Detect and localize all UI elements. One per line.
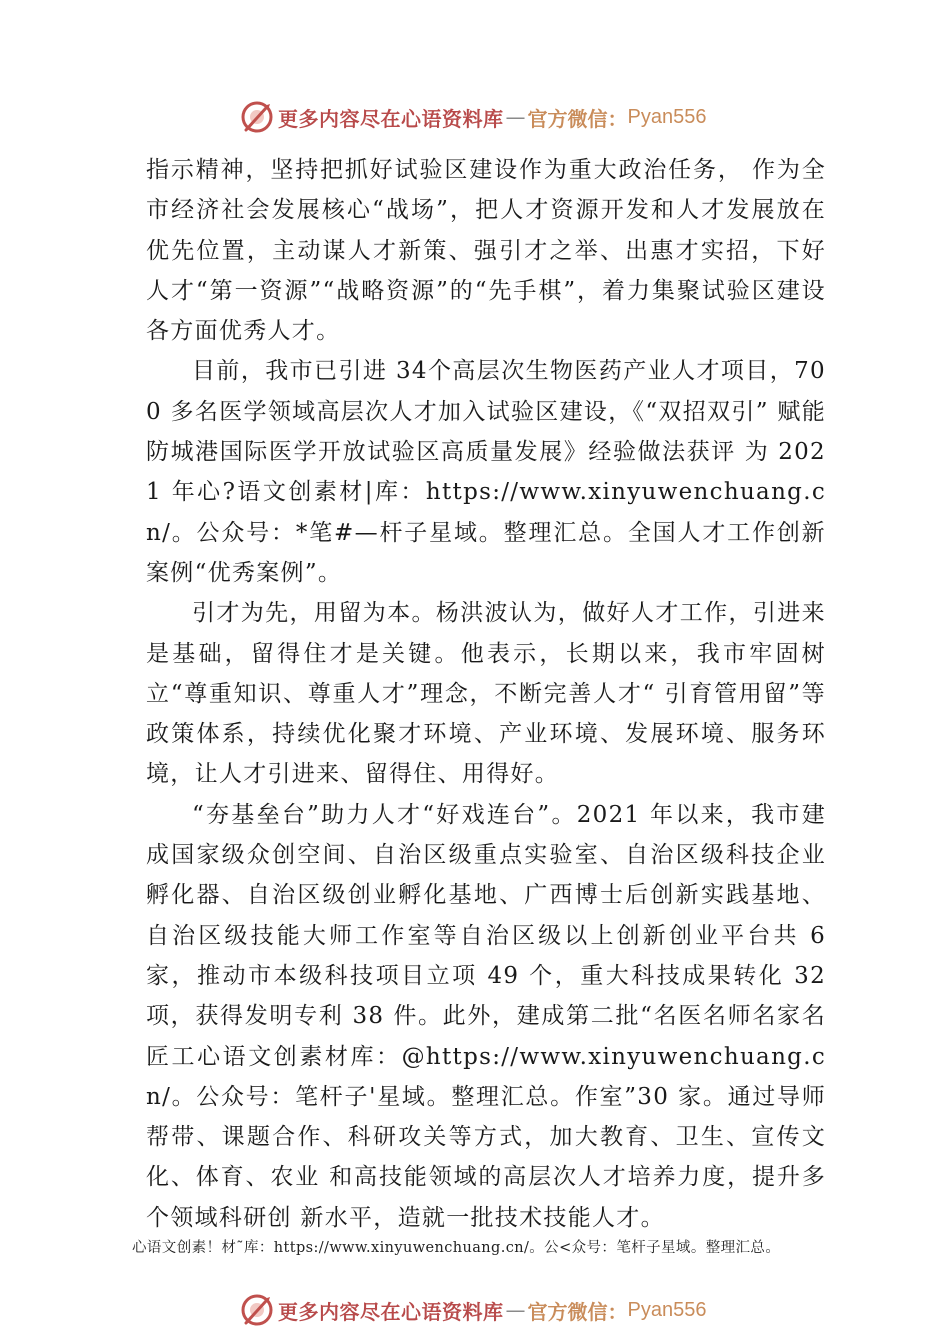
banner-dash: — — [505, 1298, 526, 1322]
banner-main-text: 更多内容尽在心语资料库 — [278, 106, 504, 131]
footer-banner — [0, 1288, 950, 1328]
banner-wechat-label: 官方微信： — [527, 1299, 628, 1324]
brush-logo-icon — [240, 1293, 274, 1327]
paragraph: 引才为先，用留为本。杨洪波认为，做好人才工作，引进来是基础，留得住才是关键。他表示，长期以来，我市牢固树立“尊重知识、尊重人才”理念，不断完善人才“ 引育管用留”等政策体系，持续优化聚才环境、产业环境、发展环境、服务环境，让人才引进来、留得住、用得好。 — [146, 600, 826, 788]
banner-dash: — — [505, 105, 526, 129]
header-banner — [0, 95, 950, 135]
banner-wechat-id: Pyan556 — [627, 1298, 707, 1321]
brush-logo-icon — [240, 100, 274, 134]
banner-main-text: 更多内容尽在心语资料库 — [278, 1299, 504, 1324]
paragraph: 指示精神，坚持把抓好试验区建设作为重大政治任务， 作为全市经济社会发展核心“战场”，把人才资源开发和人才发展放在优先位置，主动谋人才新策、强引才之举、出惠才实招，下好人才“第一资源”“战略资源”的“先手棋”，着力集聚试验区建设各方面优秀人才。 — [146, 157, 826, 345]
document-body — [146, 150, 826, 1238]
banner-wechat-id: Pyan556 — [627, 105, 707, 128]
paragraph: “夯基垒台”助力人才“好戏连台”。2021 年以来，我市建成国家级众创空间、自治区级重点实验室、自治区级科技企业孵化器、自治区级创业孵化基地、广西博士后创新实践基地、自治区级技能大师工作室等自治区级以上创新创业平台共 6家，推动市本级科技项目立项 49 个，重大科技成果转化 32 项，获得发明专利 38 件。此外，建成第二批“名医名师名家名匠工心语文创素材库：@https://www.xinyuwenchuang.cn/。公众号：笔杆子'星域。整理汇总。作室”30 家。通过导师帮带、课题合作、科研攻关等方式，加大教育、卫生、宣传文化、体育、农业 和高技能领域的高层次人才培养力度，提升多个领域科研创 新水平，造就一批技术技能人才。 — [146, 801, 826, 1231]
footer-note: 心语文创素！材˜库：https://www.xinyuwenchuang.cn/。公<众号：笔杆子星域。整理汇总。 — [132, 1240, 781, 1256]
paragraph: 目前，我市已引进 34个高层次生物医药产业人才项目，700 多名医学领域高层次人才加入试验区建设，《“双招双引” 赋能防城港国际医学开放试验区高质量发展》经验做法获评 为 2021 年心?语文创素材|库：https://www.xinyuwenchuang.cn/。公众号：*笔#—杆子星域。整理汇总。全国人才工作创新案例“优秀案例”。 — [146, 358, 826, 586]
banner-wechat-label: 官方微信： — [527, 106, 628, 131]
